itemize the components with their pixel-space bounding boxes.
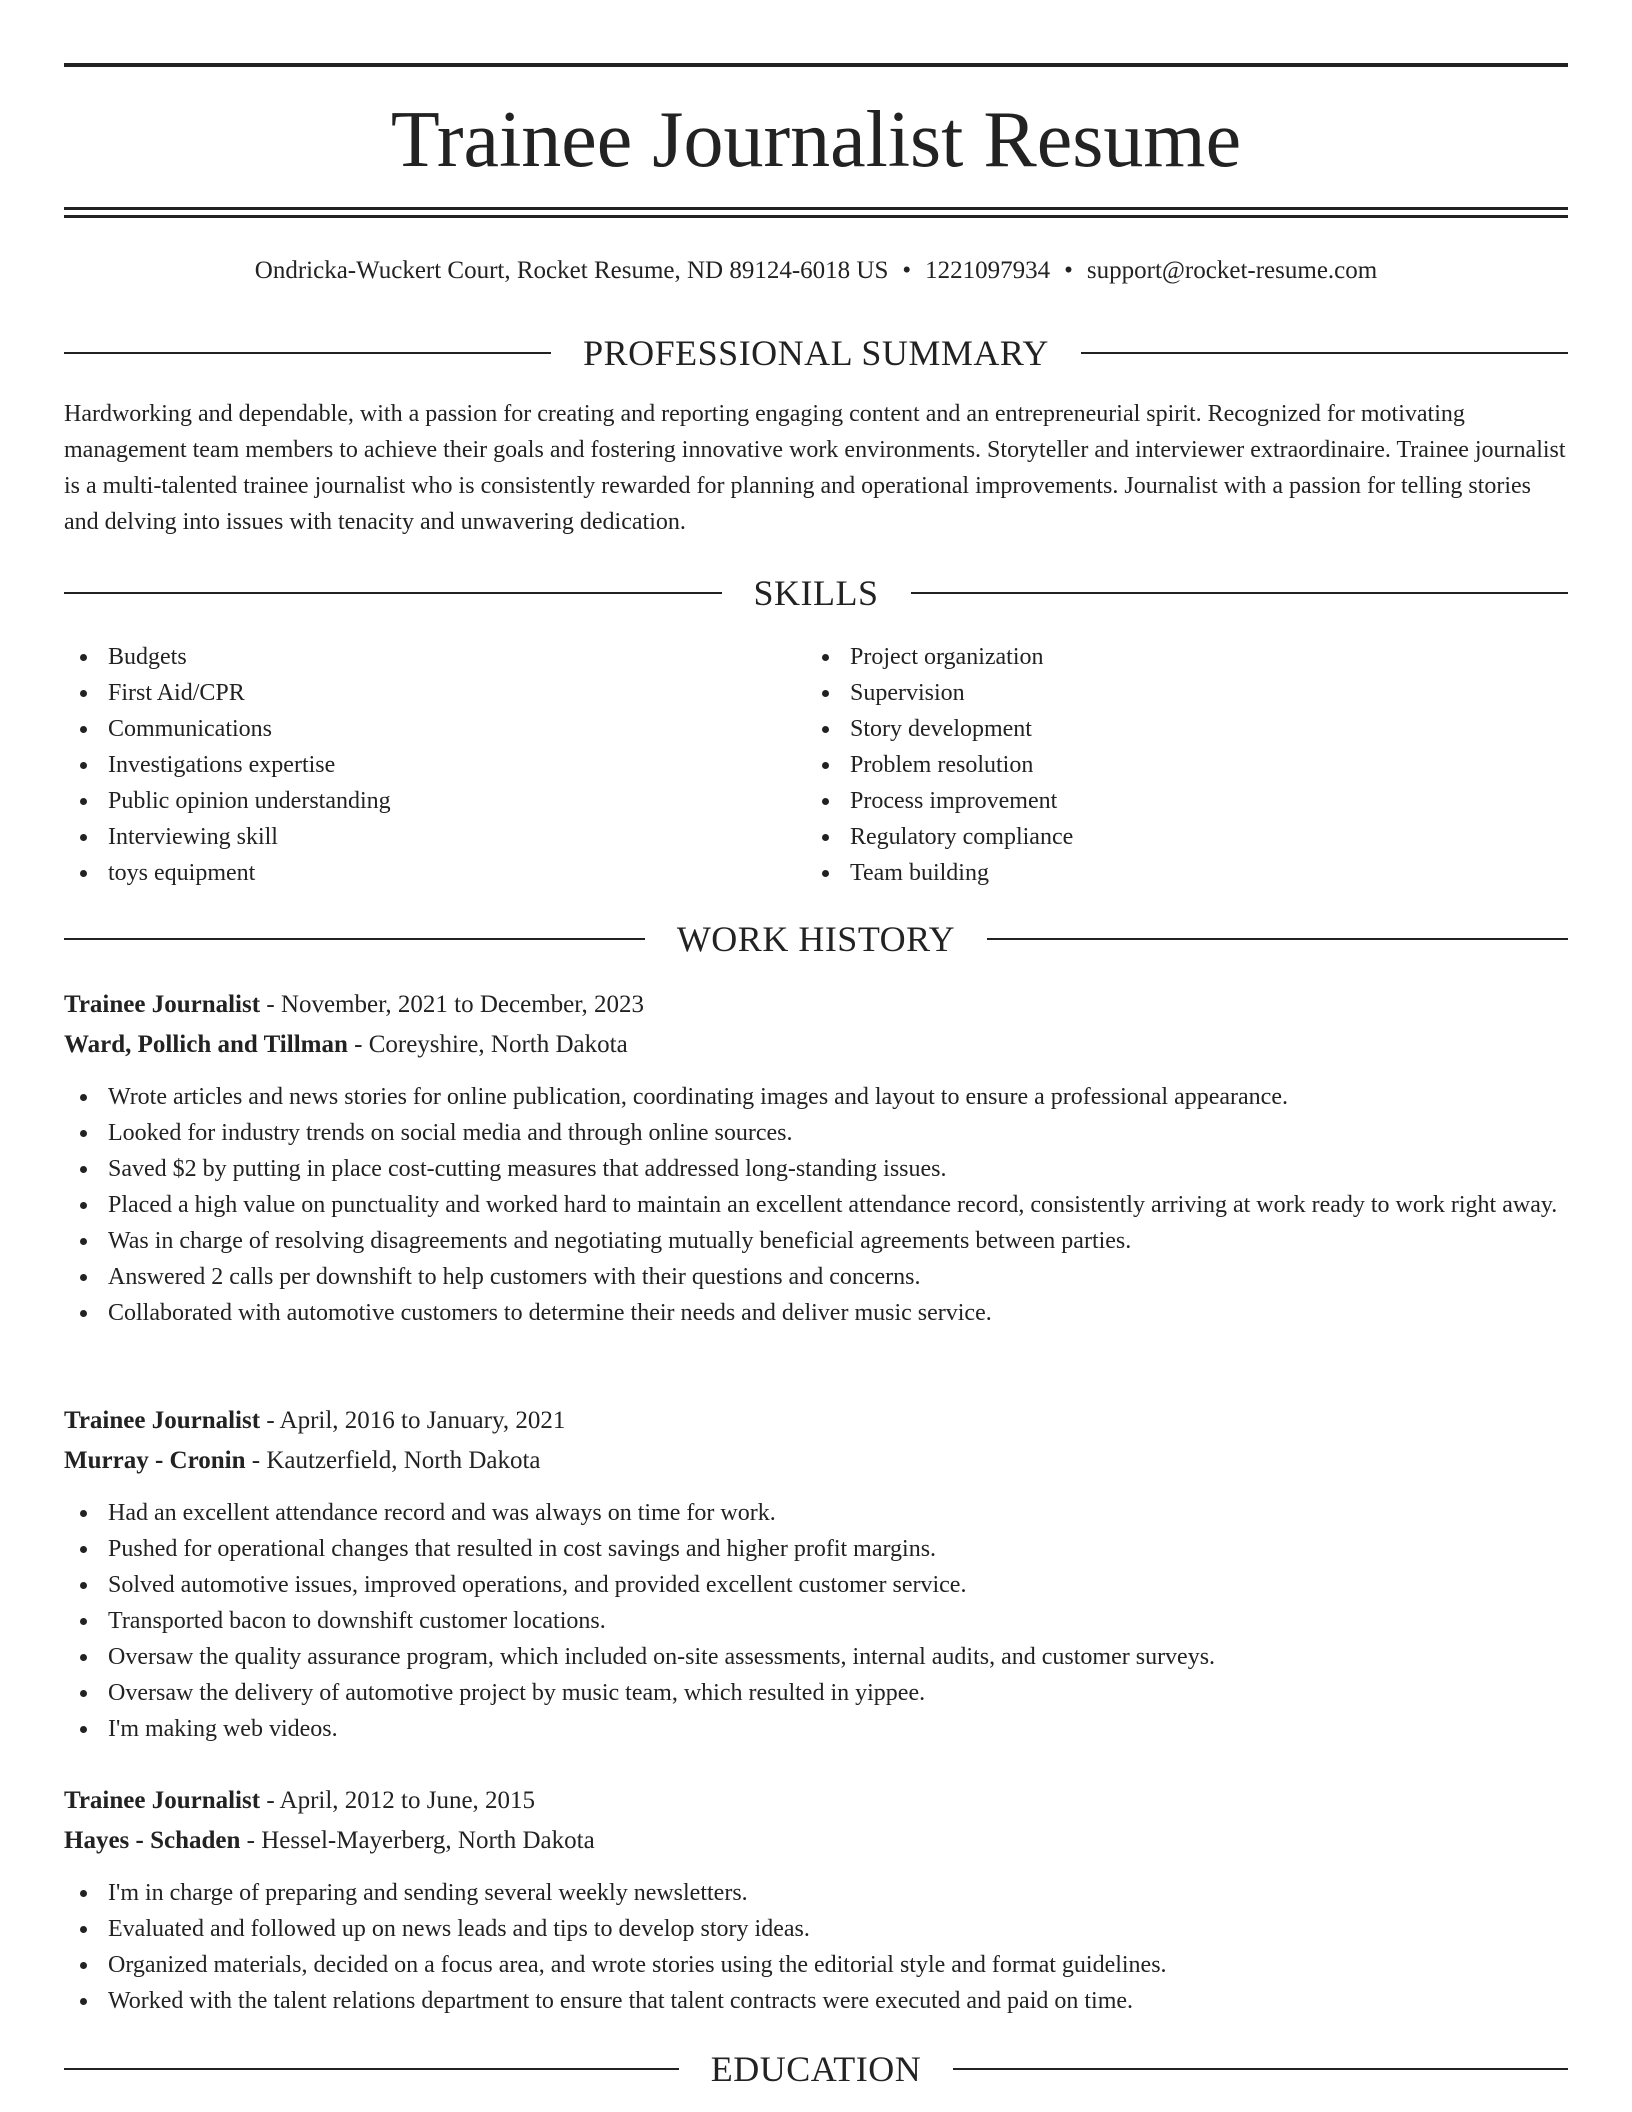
job-bullet: Answered 2 calls per downshift to help customers with their questions and concerns. bbox=[64, 1259, 1568, 1295]
job-bullet: I'm in charge of preparing and sending several weekly newsletters. bbox=[64, 1875, 1568, 1911]
education-heading: EDUCATION bbox=[710, 2049, 922, 2089]
skill-item: Story development bbox=[806, 711, 1526, 747]
skills-heading: SKILLS bbox=[753, 573, 879, 613]
job-bullet: Saved $2 by putting in place cost-cutting measures that addressed long-standing issues. bbox=[64, 1151, 1568, 1187]
job-bullet: Oversaw the delivery of automotive project by music team, which resulted in yippee. bbox=[64, 1675, 1568, 1711]
contact-separator: • bbox=[1064, 257, 1073, 284]
job-bullet: Transported bacon to downshift customer locations. bbox=[64, 1603, 1568, 1639]
work-heading: WORK HISTORY bbox=[676, 919, 956, 959]
contact-phone: 1221097934 bbox=[925, 257, 1051, 284]
contact-email: support@rocket-resume.com bbox=[1086, 257, 1378, 284]
work-section-header bbox=[64, 917, 1568, 961]
page-title: Trainee Journalist Resume bbox=[390, 96, 1242, 184]
job-bullet: Pushed for operational changes that resulted in cost savings and higher profit margins. bbox=[64, 1531, 1568, 1567]
section-divider-left bbox=[64, 352, 551, 354]
skill-item: Supervision bbox=[806, 675, 1526, 711]
job-bullet: Oversaw the quality assurance program, which included on-site assessments, internal audits, and customer surveys. bbox=[64, 1639, 1568, 1675]
job-bullet: Looked for industry trends on social media and through online sources. bbox=[64, 1115, 1568, 1151]
job-company-line: Ward, Pollich and Tillman - Coreyshire, North Dakota bbox=[64, 1031, 628, 1058]
job-bullets bbox=[64, 1875, 1568, 2019]
job-bullet: Worked with the talent relations department to ensure that talent contracts were executed and paid on time. bbox=[64, 1983, 1568, 2019]
education-section-header bbox=[64, 2047, 1568, 2091]
job-bullet: Solved automotive issues, improved operations, and provided excellent customer service. bbox=[64, 1567, 1568, 1603]
contact-address: Ondricka-Wuckert Court, Rocket Resume, ND 89124-6018 US bbox=[254, 257, 889, 284]
section-divider-right bbox=[911, 592, 1569, 594]
job-bullet: I'm making web videos. bbox=[64, 1711, 1568, 1747]
job-bullet: Was in charge of resolving disagreements and negotiating mutually beneficial agreements between parties. bbox=[64, 1223, 1568, 1259]
job-title-line: Trainee Journalist - April, 2016 to January, 2021 bbox=[64, 1407, 566, 1434]
job-bullet: Organized materials, decided on a focus area, and wrote stories using the editorial style and format guidelines. bbox=[64, 1947, 1568, 1983]
job-company: Hayes - Schaden bbox=[64, 1827, 241, 1854]
job-location: Coreyshire, North Dakota bbox=[368, 1031, 628, 1058]
job-bullets bbox=[64, 1079, 1568, 1331]
title-double-rule-lower bbox=[64, 215, 1568, 218]
summary-text: Hardworking and dependable, with a passion for creating and reporting engaging content and an entrepreneurial spirit. Recognized for motivating management team members to achieve their goals and fostering innovative work environments. Storyteller and interviewer extraordinaire. Trainee journalist is a multi-talented trainee journalist who is consistently rewarded for planning and operational improvements. Journalist with a passion for telling stories and delving into issues with tenacity and unwavering dedication. bbox=[64, 401, 1566, 535]
summary-heading: PROFESSIONAL SUMMARY bbox=[583, 333, 1049, 373]
skill-item: Investigations expertise bbox=[64, 747, 784, 783]
summary-section-header bbox=[64, 331, 1568, 375]
title-double-rule-upper bbox=[64, 207, 1568, 210]
skills-section-header bbox=[64, 571, 1568, 615]
skill-item: Problem resolution bbox=[806, 747, 1526, 783]
section-divider-left bbox=[64, 592, 722, 594]
job-title: Trainee Journalist bbox=[64, 1787, 261, 1814]
skill-item: Interviewing skill bbox=[64, 819, 784, 855]
job-dates: November, 2021 to December, 2023 bbox=[280, 991, 645, 1018]
job-bullet: Placed a high value on punctuality and worked hard to maintain an excellent attendance record, consistently arriving at work ready to work right away. bbox=[64, 1187, 1568, 1223]
contact-line bbox=[0, 254, 1632, 288]
top-rule bbox=[64, 63, 1568, 67]
job-bullet: Had an excellent attendance record and was always on time for work. bbox=[64, 1495, 1568, 1531]
job-company-line: Murray - Cronin - Kautzerfield, North Dakota bbox=[64, 1447, 541, 1474]
skill-item: First Aid/CPR bbox=[64, 675, 784, 711]
job-dates: April, 2012 to June, 2015 bbox=[279, 1787, 536, 1814]
contact-separator: • bbox=[902, 257, 912, 284]
job-bullet: Evaluated and followed up on news leads and tips to develop story ideas. bbox=[64, 1911, 1568, 1947]
section-divider-right bbox=[987, 938, 1568, 940]
job-title-line: Trainee Journalist - November, 2021 to December, 2023 bbox=[64, 991, 645, 1018]
job-bullet: Collaborated with automotive customers to determine their needs and deliver music service. bbox=[64, 1295, 1568, 1331]
job-title: Trainee Journalist bbox=[64, 991, 261, 1018]
job-bullet: Wrote articles and news stories for online publication, coordinating images and layout to ensure a professional appearance. bbox=[64, 1079, 1568, 1115]
skills-list-right bbox=[806, 639, 1526, 891]
job-company-line: Hayes - Schaden - Hessel-Mayerberg, North Dakota bbox=[64, 1827, 595, 1854]
job-location: Kautzerfield, North Dakota bbox=[266, 1447, 541, 1474]
section-divider-right bbox=[1081, 352, 1568, 354]
job-location: Hessel-Mayerberg, North Dakota bbox=[261, 1827, 595, 1854]
skill-item: toys equipment bbox=[64, 855, 784, 891]
skill-item: Project organization bbox=[806, 639, 1526, 675]
skill-item: Public opinion understanding bbox=[64, 783, 784, 819]
skill-item: Regulatory compliance bbox=[806, 819, 1526, 855]
job-title: Trainee Journalist bbox=[64, 1407, 261, 1434]
skills-list-left bbox=[64, 639, 784, 891]
section-divider-left bbox=[64, 938, 645, 940]
section-divider-right bbox=[953, 2068, 1568, 2070]
skill-item: Budgets bbox=[64, 639, 784, 675]
skill-item: Team building bbox=[806, 855, 1526, 891]
job-bullets bbox=[64, 1495, 1568, 1747]
job-company: Murray - Cronin bbox=[64, 1447, 246, 1474]
skill-item: Communications bbox=[64, 711, 784, 747]
section-divider-left bbox=[64, 2068, 679, 2070]
job-title-line: Trainee Journalist - April, 2012 to June, 2015 bbox=[64, 1787, 536, 1814]
job-dates: April, 2016 to January, 2021 bbox=[279, 1407, 566, 1434]
skill-item: Process improvement bbox=[806, 783, 1526, 819]
job-company: Ward, Pollich and Tillman bbox=[64, 1031, 348, 1058]
